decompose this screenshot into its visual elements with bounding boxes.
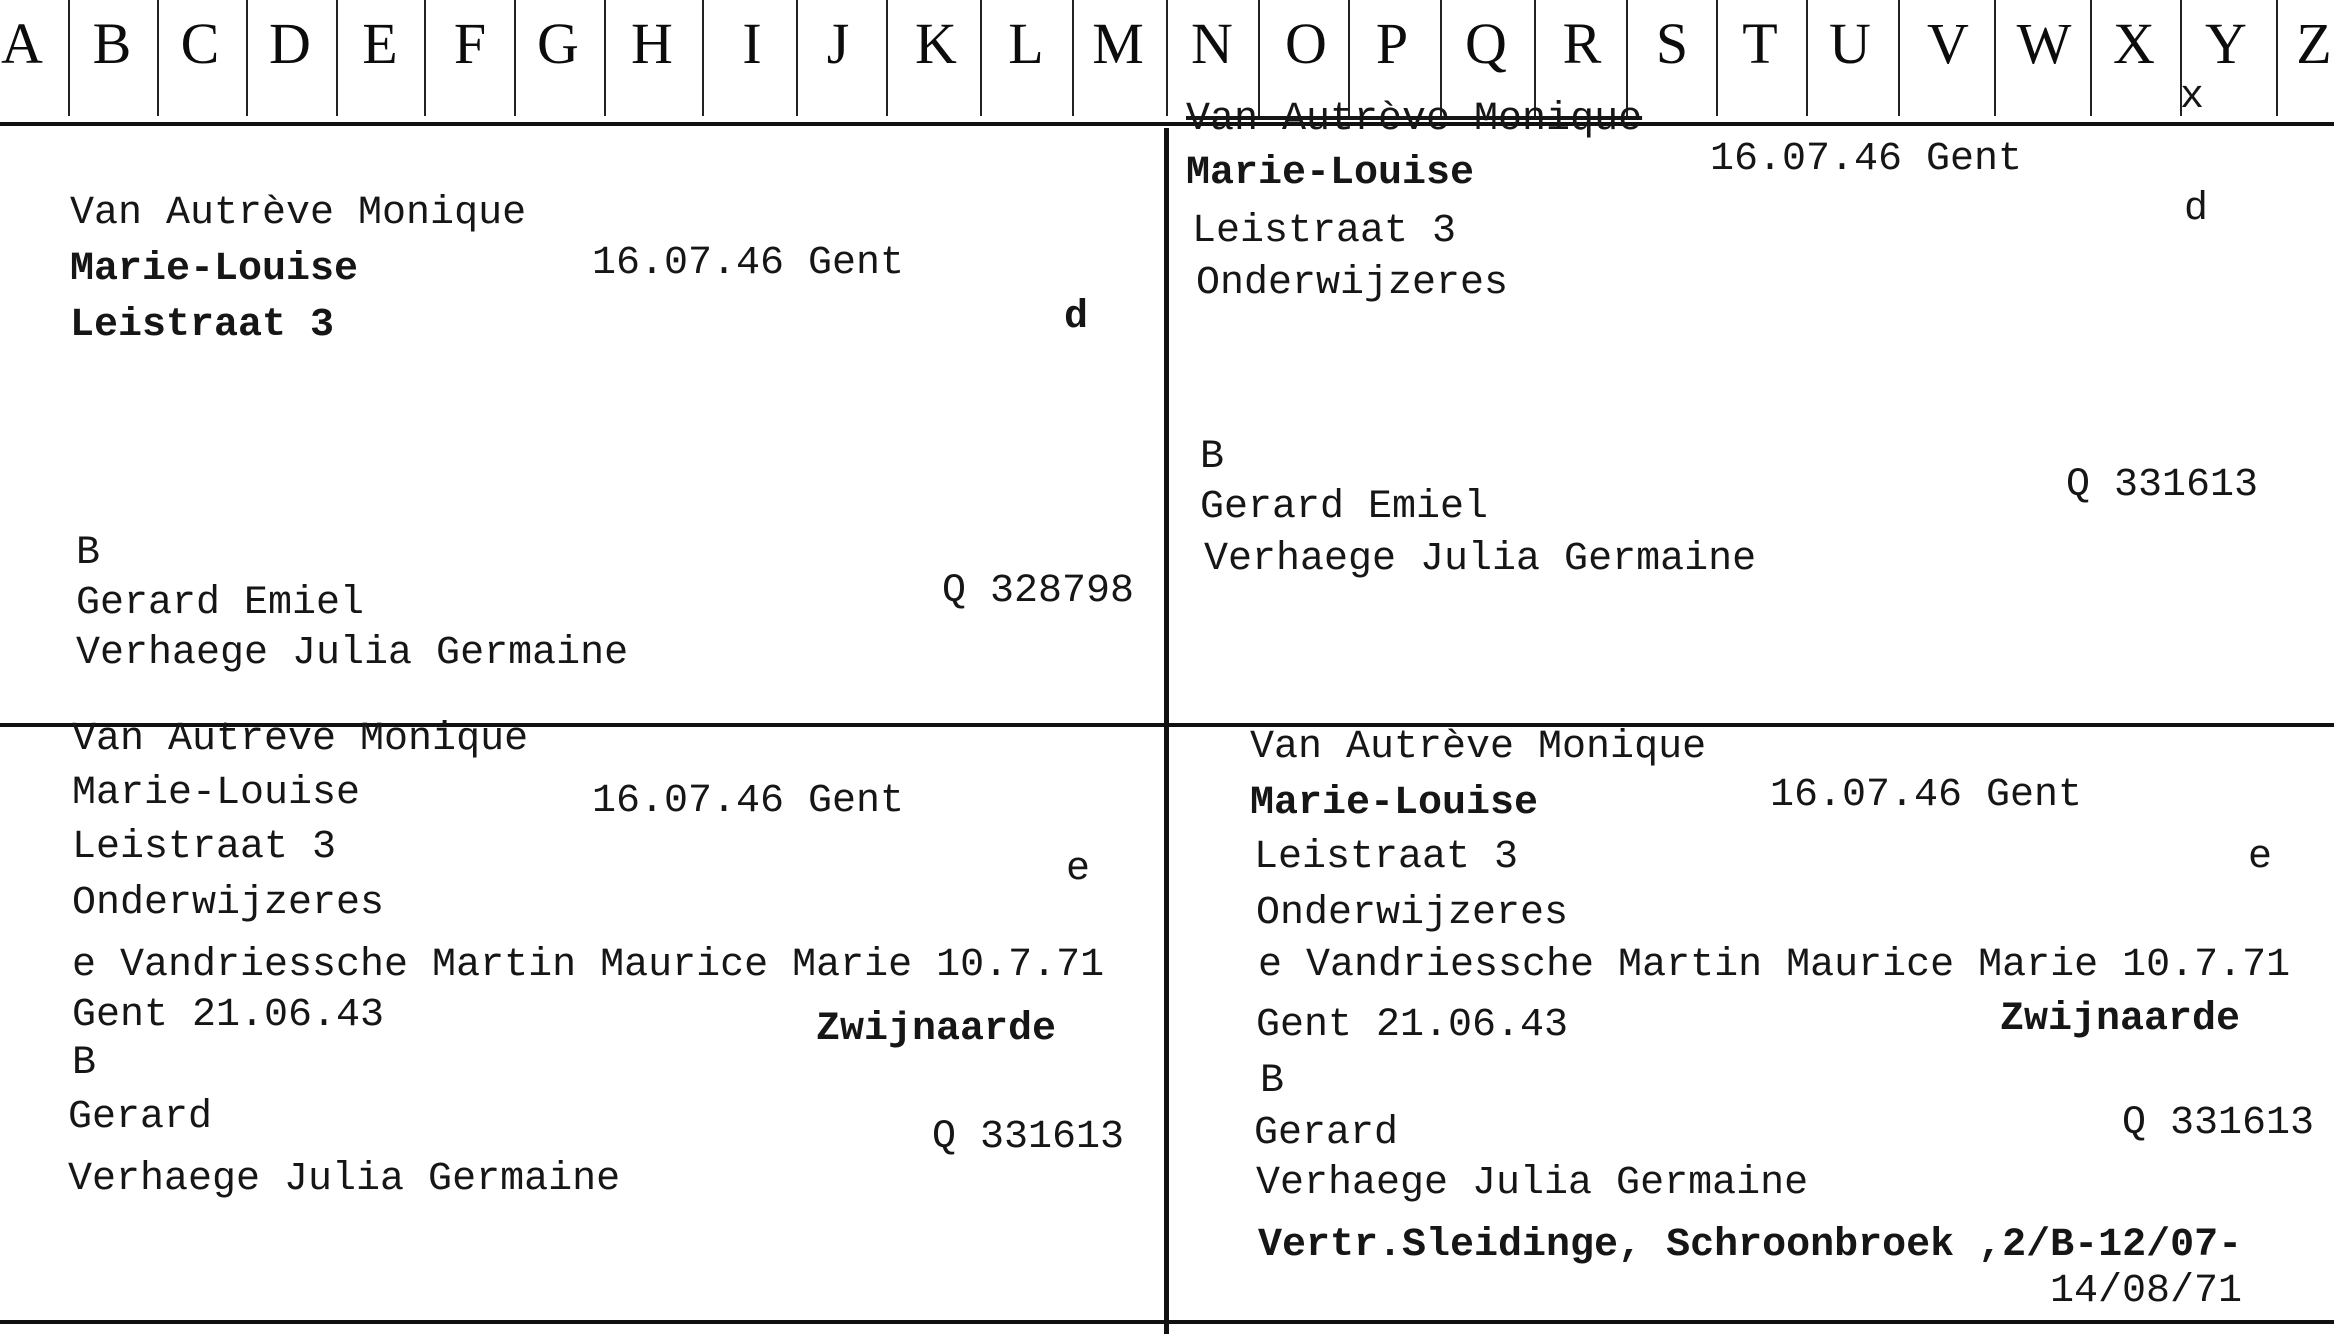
alphabet-letter-g: G — [537, 11, 579, 76]
header-bottom-rule — [0, 122, 2334, 126]
card-ref: Q 328798 — [942, 569, 1135, 614]
alphabet-letter-f: F — [453, 11, 487, 76]
card-address: Leistraat 3 — [1192, 209, 1457, 254]
card-mother: Verhaege Julia Germaine — [76, 631, 629, 676]
alphabet-letter-d: D — [269, 11, 311, 76]
card-father: Gerard — [1254, 1111, 1399, 1156]
alphabet-letter-x: X — [2113, 11, 2155, 76]
card-father: Gerard Emiel — [76, 581, 365, 626]
alphabet-divider — [796, 0, 798, 116]
alphabet-letter-r: R — [1562, 11, 1602, 76]
alphabet-divider — [2276, 0, 2278, 116]
card-b-label: B — [1260, 1059, 1285, 1104]
alphabet-letter-h: H — [631, 11, 673, 76]
alphabet-divider — [1994, 0, 1996, 116]
card-code: d — [1064, 295, 1089, 340]
alphabet-divider — [336, 0, 338, 116]
alphabet-letter-q: Q — [1465, 11, 1507, 76]
alphabet-divider — [1166, 0, 1168, 116]
card-spouse: e Vandriessche Martin Maurice Marie 10.7.71 — [1258, 943, 2291, 988]
alphabet-divider — [1898, 0, 1900, 116]
card-birth: 16.07.46 Gent — [592, 779, 905, 824]
alphabet-letter-e: E — [362, 11, 398, 76]
card-mother: Verhaege Julia Germaine — [68, 1157, 621, 1202]
center-divider — [1164, 128, 1169, 1334]
alphabet-letter-c: C — [180, 11, 220, 76]
card-marriage-place: Zwijnaarde — [2000, 997, 2241, 1042]
card-given-names: Marie-Louise — [70, 247, 359, 292]
card-mother: Verhaege Julia Germaine — [1256, 1161, 1809, 1206]
alphabet-letter-z: Z — [2296, 11, 2332, 76]
alphabet-letter-n: N — [1191, 11, 1233, 76]
alphabet-letter-j: J — [826, 11, 850, 76]
alphabet-letter-b: B — [92, 11, 132, 76]
card-given-names: Marie-Louise — [1186, 151, 1475, 196]
alphabet-divider — [1716, 0, 1718, 116]
card-departure-date: 14/08/71 — [2050, 1269, 2243, 1314]
card-marriage-place: Zwijnaarde — [816, 1007, 1057, 1052]
card-profession: Onderwijzeres — [1256, 891, 1569, 936]
card-name: Van Autrève Monique — [70, 191, 527, 236]
alphabet-letter-t: T — [1742, 11, 1778, 76]
card-ref: Q 331613 — [2122, 1101, 2315, 1146]
card-profession: Onderwijzeres — [72, 881, 385, 926]
card-name: Van Autreve Monique — [72, 717, 529, 762]
alphabet-letter-m: M — [1092, 11, 1144, 76]
alphabet-letter-w: W — [2016, 11, 2072, 76]
card-birth: 16.07.46 Gent — [592, 241, 905, 286]
alphabet-divider — [514, 0, 516, 116]
card-father: Gerard — [68, 1095, 213, 1140]
alphabet-letter-l: L — [1008, 11, 1044, 76]
card-birth: 16.07.46 Gent — [1770, 773, 2083, 818]
alphabet-divider — [980, 0, 982, 116]
card-birth: 16.07.46 Gent — [1710, 137, 2023, 182]
card-mother: Verhaege Julia Germaine — [1204, 537, 1757, 582]
card-spouse-birth: Gent 21.06.43 — [72, 993, 385, 1038]
alphabet-letter-i: I — [742, 11, 762, 76]
alphabet-divider — [68, 0, 70, 116]
card-father: Gerard Emiel — [1200, 485, 1489, 530]
card-address: Leistraat 3 — [72, 825, 337, 870]
card-departure: Vertr.Sleidinge, Schroonbroek ,2/B-12/07- — [1258, 1223, 2243, 1268]
alphabet-letter-s: S — [1655, 11, 1689, 76]
card-code: e — [2248, 835, 2273, 880]
card-code: d — [2184, 187, 2209, 232]
alphabet-divider — [424, 0, 426, 116]
card-b-label: B — [72, 1041, 97, 1086]
alphabet-divider — [1072, 0, 1074, 116]
card-name: Van Autrève Monique — [1186, 97, 1643, 142]
alphabet-divider — [886, 0, 888, 116]
alphabet-divider — [702, 0, 704, 116]
alphabet-divider — [246, 0, 248, 116]
alphabet-letter-u: U — [1829, 11, 1871, 76]
card-given-names: Marie-Louise — [1250, 781, 1539, 826]
card-address: Leistraat 3 — [1254, 835, 1519, 880]
card-spouse-birth: Gent 21.06.43 — [1256, 1003, 1569, 1048]
alphabet-divider — [2090, 0, 2092, 116]
alphabet-mark-x: x — [2180, 75, 2205, 120]
alphabet-divider — [1806, 0, 1808, 116]
alphabet-letter-k: K — [915, 11, 957, 76]
card-b-label: B — [1200, 435, 1225, 480]
alphabet-divider — [604, 0, 606, 116]
alphabet-letter-p: P — [1375, 11, 1409, 76]
card-code: e — [1066, 847, 1091, 892]
card-spouse: e Vandriessche Martin Maurice Marie 10.7.71 — [72, 943, 1105, 988]
card-given-names: Marie-Louise — [72, 771, 361, 816]
alphabet-divider — [157, 0, 159, 116]
card-profession: Onderwijzeres — [1196, 261, 1509, 306]
card-ref: Q 331613 — [2066, 463, 2259, 508]
alphabet-letter-o: O — [1285, 11, 1327, 76]
card-b-label: B — [76, 531, 101, 576]
card-address: Leistraat 3 — [70, 303, 335, 348]
alphabet-letter-a: A — [1, 11, 43, 76]
alphabet-letter-v: V — [1927, 11, 1969, 76]
alphabet-letter-y: Y — [2205, 11, 2247, 76]
card-name: Van Autrève Monique — [1250, 725, 1707, 770]
card-ref: Q 331613 — [932, 1115, 1125, 1160]
